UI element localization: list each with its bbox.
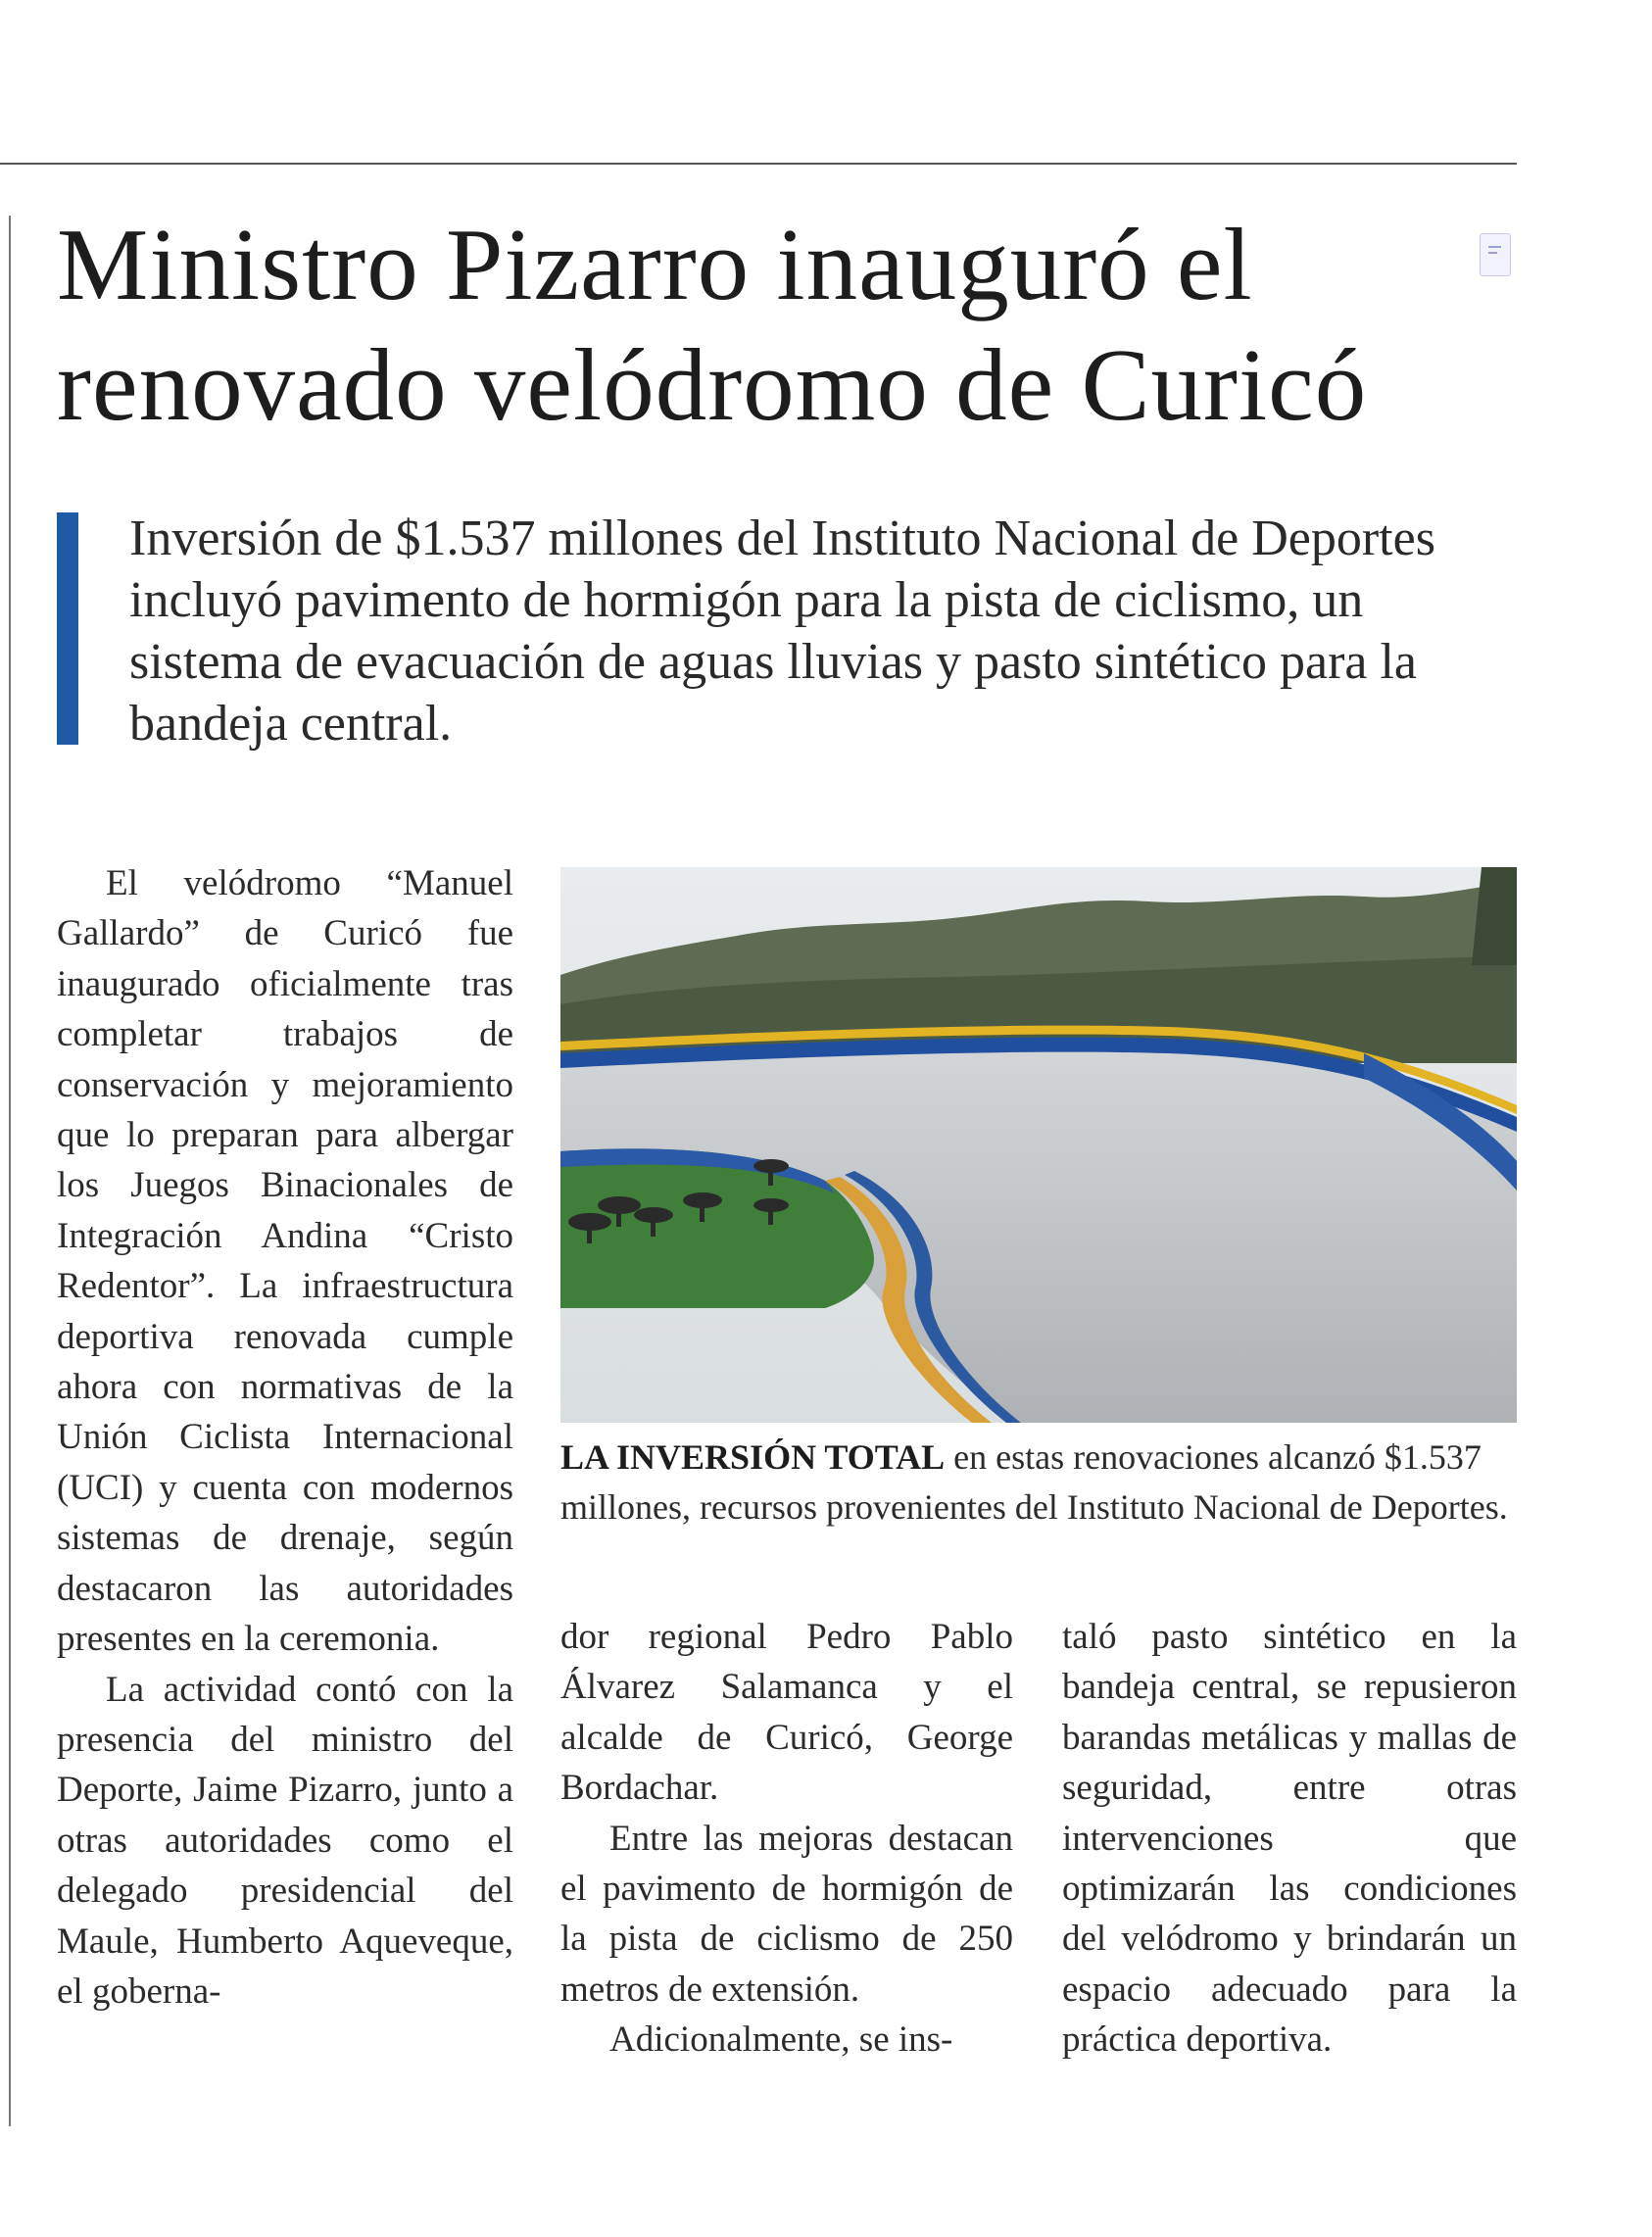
top-divider [0, 163, 1517, 165]
lead-accent-bar [57, 512, 78, 745]
body-paragraph: dor regional Pedro Pablo Álvarez Salamanca y el alcalde de Curicó, George Bordachar. [560, 1617, 1013, 1809]
body-paragraph: La actividad contó con la presencia del ministro del Deporte, Jaime Pizarro, junto a otras autoridades como el delegado presidencial del Maule, Humberto Aqueveque, el goberna- [57, 1669, 513, 2012]
body-paragraph: taló pasto sintético en la bandeja central, se repusieron barandas metálicas y mallas de seguridad, entre otras intervenciones que optimizarán las condiciones del velódromo y brindarán un espacio adecuado para la práctica deportiva. [1062, 1617, 1517, 2061]
body-paragraph: Entre las mejoras destacan el pavimento de hormigón de la pista de ciclismo de 250 metros de extensión. [560, 1818, 1013, 2010]
left-column-rule [9, 216, 11, 2126]
body-column-3 [1062, 1612, 1517, 2066]
body-column-1 [57, 858, 513, 2017]
velodrome-photo [560, 867, 1517, 1423]
body-paragraph: Adicionalmente, se ins- [609, 2019, 953, 2061]
body-paragraph: El velódromo “Manuel Gallardo” de Curicó fue inaugurado oficialmente tras completar trabajos de conservación y mejoramiento que lo preparan para albergar los Juegos Binacionales de Integración Andina “Cristo Redentor”. La infraestructura deportiva renovada cumple ahora con normativas de la Unión Ciclista Internacional (UCI) y cuenta con modernos sistemas de drenaje, según destacaron las autoridades presentes en la ceremonia. [57, 863, 513, 1660]
headline: Ministro Pizarro inauguró el renovado velódromo de Curicó [57, 207, 1368, 442]
lead-paragraph: Inversión de $1.537 millones del Instituto Nacional de Deportes incluyó pavimento de hormigón para la pista de ciclismo, un sistema de evacuación de aguas lluvias y pasto sintético para la bandeja central. [129, 511, 1435, 752]
caption-text: en estas renovaciones alcanzó $1.537 millones, recursos provenientes del Instituto Nacional de Deportes. [560, 1437, 1508, 1527]
photo-caption [560, 1433, 1517, 1532]
caption-lead: LA INVERSIÓN TOTAL [560, 1437, 946, 1477]
body-column-2 [560, 1612, 1013, 2066]
